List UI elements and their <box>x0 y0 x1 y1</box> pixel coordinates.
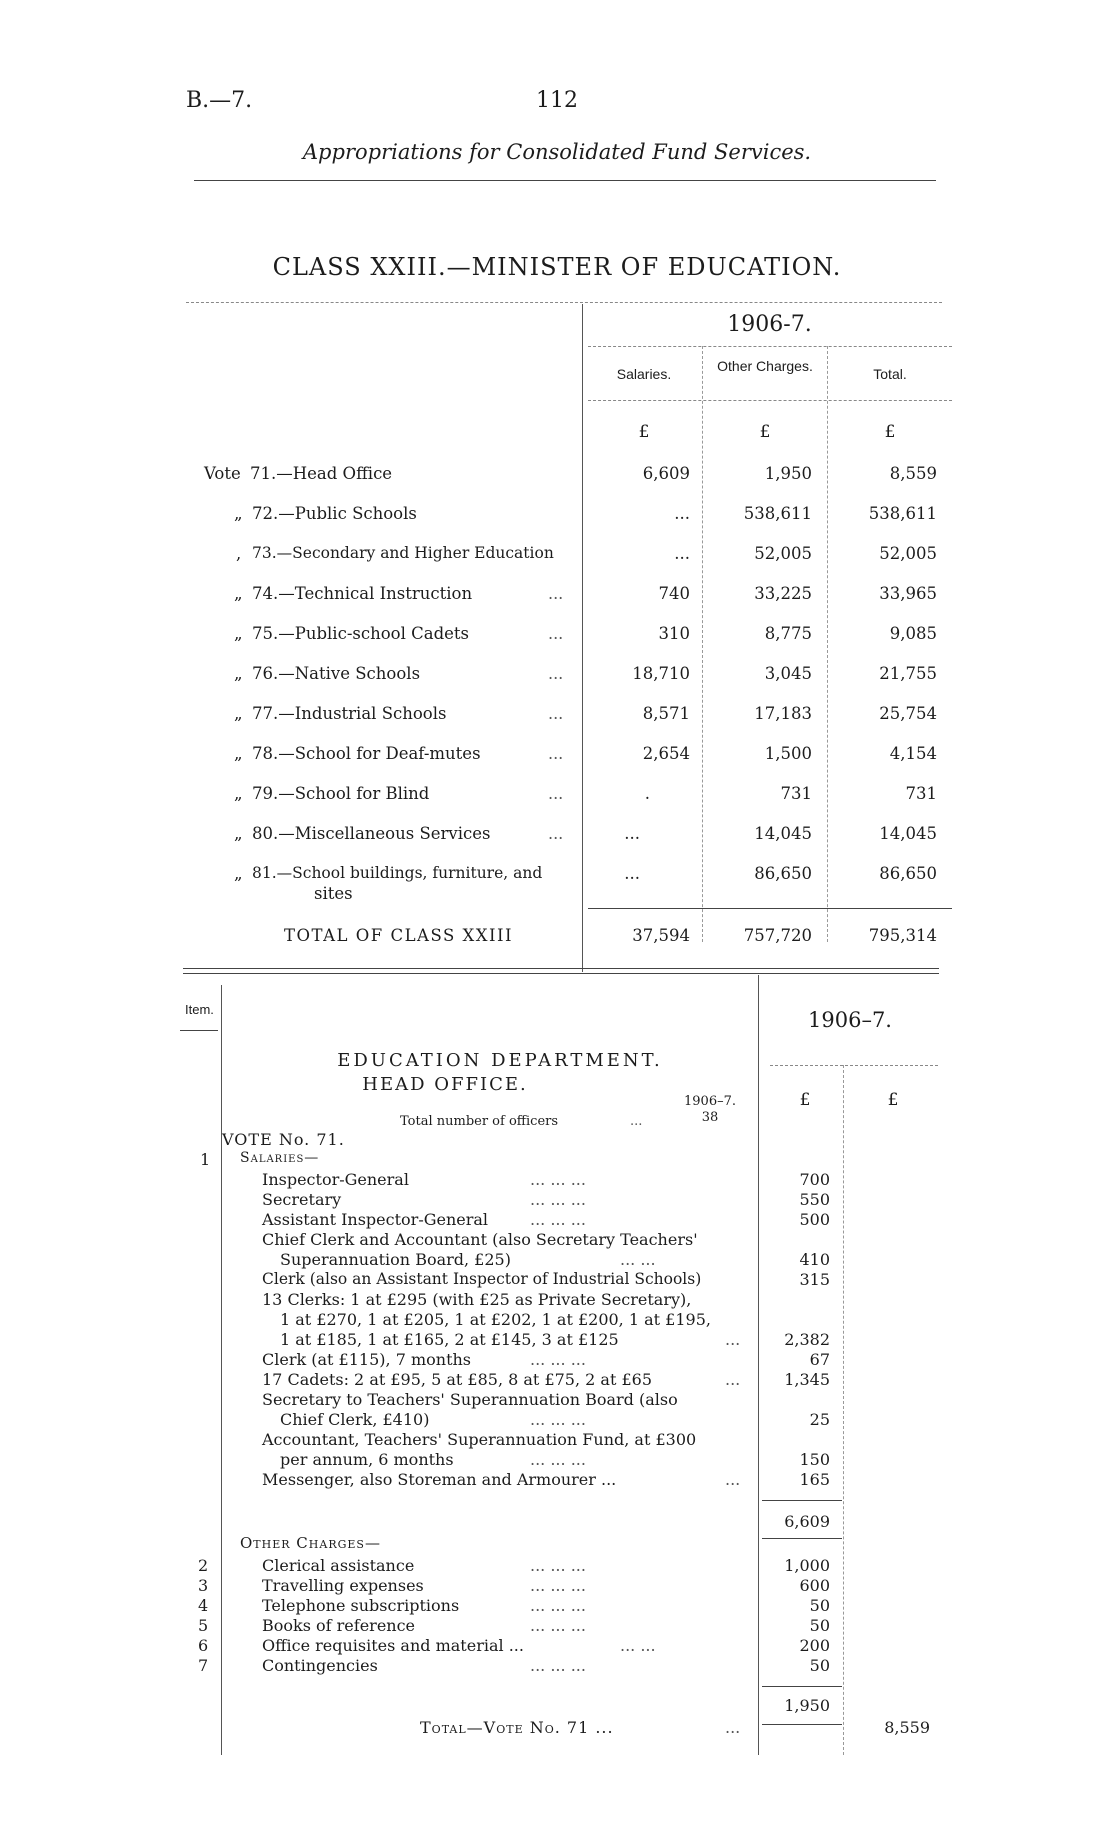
officers-count: 38 <box>701 1110 719 1125</box>
currency-items: £ <box>799 1090 811 1110</box>
row-label: 79.—School for Blind <box>252 784 430 803</box>
row-other: 33,225 <box>754 584 812 603</box>
salaries-total-rule-bottom <box>762 1538 842 1539</box>
salary-line: 1 at £270, 1 at £205, 1 at £202, 1 at £200, 1 at £195, <box>280 1310 711 1329</box>
salary-amount: 315 <box>799 1270 830 1289</box>
total-other: 757,720 <box>743 926 812 945</box>
row-total: 33,965 <box>879 584 937 603</box>
salary-line: Messenger, also Storeman and Armourer ... <box>262 1470 617 1489</box>
row-salaries: . <box>644 784 650 803</box>
other-line: Contingencies <box>262 1656 378 1675</box>
row-total: 14,045 <box>879 824 937 843</box>
row-other: 1,500 <box>764 744 812 763</box>
row-label: 81.—School buildings, furniture, and <box>252 864 543 882</box>
row-prefix: Vote <box>204 464 241 483</box>
salary-line: per annum, 6 months <box>280 1450 454 1469</box>
salary-line: 13 Clerks: 1 at £295 (with £25 as Private Secretary), <box>262 1290 692 1309</box>
row-total: 86,650 <box>879 864 937 883</box>
row-label: 75.—Public-school Cadets <box>252 624 470 643</box>
currency-total: £ <box>884 422 896 442</box>
year-rule <box>588 346 952 347</box>
row-other: 52,005 <box>754 544 812 563</box>
document-reference: B.—7. <box>186 88 253 113</box>
row-prefix: „ <box>234 704 243 723</box>
total-salaries: 37,594 <box>632 926 690 945</box>
row-other: 731 <box>780 784 812 803</box>
item-header-rule <box>180 1030 218 1031</box>
other-line: Books of reference <box>262 1616 416 1635</box>
officers-label: Total number of officers <box>400 1114 559 1129</box>
amount-column-border <box>758 975 759 1755</box>
salary-amount: 500 <box>799 1210 830 1229</box>
salary-line: Chief Clerk and Accountant (also Secretary Teachers' <box>262 1230 698 1249</box>
row-salaries: 2,654 <box>642 744 690 763</box>
other-line: Travelling expenses <box>262 1576 424 1595</box>
page-number: 112 <box>536 88 578 113</box>
item-column-border <box>221 985 222 1755</box>
row-prefix: „ <box>234 784 243 803</box>
col-header-rule <box>588 400 952 401</box>
other-line: Clerical assistance <box>262 1556 415 1575</box>
row-other: 86,650 <box>754 864 812 883</box>
row-other: 17,183 <box>754 704 812 723</box>
other-item-number: 2 <box>198 1556 209 1575</box>
other-charges-total: 1,950 <box>784 1696 830 1715</box>
row-salaries: 740 <box>658 584 690 603</box>
salary-amount: 700 <box>799 1170 830 1189</box>
salary-amount: 2,382 <box>784 1330 830 1349</box>
row-total: 9,085 <box>889 624 937 643</box>
row-prefix: „ <box>234 584 243 603</box>
salary-line: Secretary to Teachers' Superannuation Board (also <box>262 1390 678 1409</box>
row-total: 4,154 <box>889 744 937 763</box>
title-rule <box>186 302 942 303</box>
salaries-item-number: 1 <box>200 1150 211 1169</box>
row-total: 731 <box>905 784 937 803</box>
officers-year: 1906–7. <box>684 1094 736 1109</box>
other-amount: 200 <box>799 1636 830 1655</box>
row-prefix: „ <box>234 864 243 883</box>
item-header: Item. <box>185 1002 214 1017</box>
department-title: EDUCATION DEPARTMENT. <box>337 1050 663 1071</box>
section-rule-1 <box>183 968 939 969</box>
salary-amount: 165 <box>799 1470 830 1489</box>
other-total-rule-bottom <box>762 1724 842 1725</box>
row-prefix: , <box>236 544 242 563</box>
row-other: 538,611 <box>743 504 812 523</box>
row-label: 80.—Miscellaneous Services <box>252 824 491 843</box>
vote-number: VOTE No. 71. <box>222 1130 345 1149</box>
salary-amount: 550 <box>799 1190 830 1209</box>
row-label: 78.—School for Deaf-mutes <box>252 744 481 763</box>
other-amount: 600 <box>799 1576 830 1595</box>
amount-column-divider <box>843 1065 844 1755</box>
section-rule-2 <box>183 973 939 974</box>
row-other: 1,950 <box>764 464 812 483</box>
salary-amount: 25 <box>809 1410 830 1429</box>
other-amount: 1,000 <box>784 1556 830 1575</box>
row-label-cont: sites <box>314 884 353 903</box>
row-salaries: ... <box>674 544 690 563</box>
vote-total-label: Total—Vote No. 71 ... <box>420 1718 614 1737</box>
total-total: 795,314 <box>868 926 937 945</box>
summary-year: 1906-7. <box>727 312 812 337</box>
row-label: 74.—Technical Instruction <box>252 584 473 603</box>
row-label: 71.—Head Office <box>250 464 393 483</box>
other-amount: 50 <box>809 1596 830 1615</box>
salaries-total-rule <box>762 1500 842 1501</box>
vote-total: 8,559 <box>884 1718 930 1737</box>
salaries-total: 6,609 <box>784 1512 830 1531</box>
other-item-number: 4 <box>198 1596 209 1615</box>
detail-year-rule <box>770 1065 938 1066</box>
salary-line: Assistant Inspector-General <box>262 1210 489 1229</box>
other-item-number: 5 <box>198 1616 209 1635</box>
office-title: HEAD OFFICE. <box>362 1074 528 1095</box>
row-total: 8,559 <box>889 464 937 483</box>
row-salaries: 310 <box>658 624 690 643</box>
row-total: 538,611 <box>868 504 937 523</box>
other-amount: 50 <box>809 1616 830 1635</box>
row-prefix: „ <box>234 664 243 683</box>
other-item-number: 7 <box>198 1656 209 1675</box>
salary-line: Chief Clerk, £410) <box>280 1410 430 1429</box>
row-total: 52,005 <box>879 544 937 563</box>
salary-amount: 67 <box>809 1350 830 1369</box>
row-label: 73.—Secondary and Higher Education <box>252 544 554 562</box>
row-salaries: ... <box>624 864 640 883</box>
other-total-rule <box>762 1686 842 1687</box>
header-rule <box>194 180 936 181</box>
salary-line: 1 at £185, 1 at £165, 2 at £145, 3 at £125 <box>280 1330 619 1349</box>
detail-year: 1906–7. <box>808 1008 892 1032</box>
other-line: Office requisites and material ... <box>262 1636 524 1655</box>
row-salaries: 18,710 <box>632 664 690 683</box>
row-prefix: „ <box>234 624 243 643</box>
salary-line: Inspector-General <box>262 1170 409 1189</box>
salary-line: Superannuation Board, £25) <box>280 1250 511 1269</box>
row-label: 77.—Industrial Schools <box>252 704 447 723</box>
salary-amount: 1,345 <box>784 1370 830 1389</box>
summary-left-border <box>582 304 583 972</box>
other-charges-heading: Other Charges— <box>240 1534 381 1552</box>
salary-line: Secretary <box>262 1190 342 1209</box>
row-prefix: „ <box>234 504 243 523</box>
summary-col-divider-2 <box>827 346 828 942</box>
other-item-number: 6 <box>198 1636 209 1655</box>
col-header-other-charges: Other Charges. <box>717 358 813 374</box>
row-salaries: ... <box>674 504 690 523</box>
row-prefix: „ <box>234 824 243 843</box>
row-total: 21,755 <box>879 664 937 683</box>
salaries-heading: Salaries— <box>240 1150 320 1166</box>
currency-salaries: £ <box>638 422 650 442</box>
row-label: 72.—Public Schools <box>252 504 417 523</box>
other-amount: 50 <box>809 1656 830 1675</box>
row-salaries: 8,571 <box>642 704 690 723</box>
salary-amount: 410 <box>799 1250 830 1269</box>
salary-amount: 150 <box>799 1450 830 1469</box>
col-header-total: Total. <box>873 366 907 382</box>
class-title: CLASS XXIII.—MINISTER OF EDUCATION. <box>272 253 842 281</box>
col-header-salaries: Salaries. <box>616 366 672 382</box>
row-total: 25,754 <box>879 704 937 723</box>
other-item-number: 3 <box>198 1576 209 1595</box>
row-salaries: ... <box>624 824 640 843</box>
total-rule-top <box>588 908 952 909</box>
currency-vote: £ <box>887 1090 899 1110</box>
row-other: 8,775 <box>764 624 812 643</box>
page-subtitle: Appropriations for Consolidated Fund Services. <box>302 140 812 164</box>
row-label: 76.—Native Schools <box>252 664 421 683</box>
salary-line: 17 Cadets: 2 at £95, 5 at £85, 8 at £75, 2 at £65 <box>262 1370 653 1389</box>
row-prefix: „ <box>234 744 243 763</box>
row-other: 14,045 <box>754 824 812 843</box>
other-line: Telephone subscriptions <box>262 1596 460 1615</box>
row-salaries: 6,609 <box>642 464 690 483</box>
row-other: 3,045 <box>764 664 812 683</box>
salary-line: Clerk (also an Assistant Inspector of Industrial Schools) <box>262 1270 702 1288</box>
total-label: TOTAL OF CLASS XXIII <box>284 926 514 945</box>
summary-col-divider-1 <box>702 346 703 942</box>
salary-line: Accountant, Teachers' Superannuation Fund, at £300 <box>262 1430 697 1449</box>
salary-line: Clerk (at £115), 7 months <box>262 1350 472 1369</box>
currency-other: £ <box>759 422 771 442</box>
